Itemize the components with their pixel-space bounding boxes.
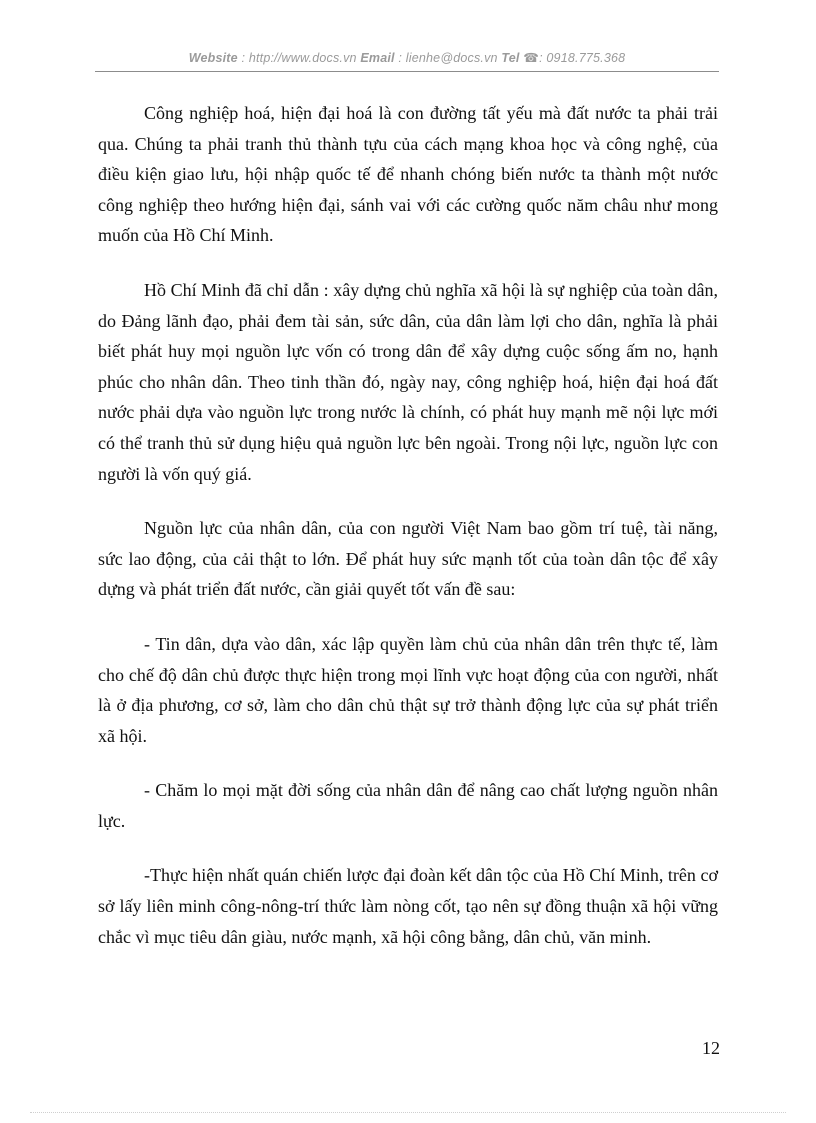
paragraph: Hồ Chí Minh đã chỉ dẫn : xây dựng chủ nghĩa xã hội là sự nghiệp của toàn dân, do Đảng lãnh đạo, phải đem tài sản, sức dân, của dân làm lợi cho dân, nghĩa là phải biết phát huy mọi nguồn lực vốn có trong dân để xây dựng cuộc sống ấm no, hạnh phúc cho nhân dân. Theo tinh thần đó, ngày nay, công nghiệp hoá, hiện đại hoá đất nước phải dựa vào nguồn lực trong nước là chính, có phát huy mạnh mẽ nội lực mới có thể tranh thủ sử dụng hiệu quả nguồn lực bên ngoài. Trong nội lực, nguồn lực con người là vốn quý giá. xyxy=(98,279,718,484)
email-label: Email xyxy=(360,51,395,65)
tel-label: Tel xyxy=(501,51,520,65)
page-number: 12 xyxy=(702,1038,720,1058)
header-divider xyxy=(95,71,719,72)
paragraph: Công nghiệp hoá, hiện đại hoá là con đường tất yếu mà đất nước ta phải trải qua. Chúng ta phải tranh thủ thành tựu của cách mạng khoa học và công nghệ, của điều kiện giao lưu, hội nhập quốc tế để nhanh chóng biến nước ta thành một nước công nghiệp theo hướng hiện đại, sánh vai với các cường quốc năm châu như mong muốn của Hồ Chí Minh. xyxy=(98,103,718,246)
page-header xyxy=(95,50,719,65)
list-item: - Chăm lo mọi mặt đời sống của nhân dân để nâng cao chất lượng nguồn nhân lực. xyxy=(98,780,718,831)
list-item: - Tin dân, dựa vào dân, xác lập quyền làm chủ của nhân dân trên thực tế, làm cho chế độ dân chủ được thực hiện trong mọi lĩnh vực hoạt động của con người, nhất là ở địa phương, cơ sở, làm cho dân chủ thật sự trở thành động lực của sự phát triển xã hội. xyxy=(98,633,718,746)
list-item: -Thực hiện nhất quán chiến lược đại đoàn kết dân tộc của Hồ Chí Minh, trên cơ sở lấy liên minh công-nông-trí thức làm nòng cốt, tạo nên sự đồng thuận xã hội vững chắc vì mục tiêu dân giàu, nước mạnh, xã hội công bằng, dân chủ, văn minh. xyxy=(98,865,718,947)
tel-value: : 0918.775.368 xyxy=(539,51,626,65)
phone-icon: ☎ xyxy=(523,51,540,65)
email-value: : lienhe@docs.vn xyxy=(398,51,498,65)
website-value: : http://www.docs.vn xyxy=(241,51,357,65)
paragraph: Nguồn lực của nhân dân, của con người Việt Nam bao gồm trí tuệ, tài năng, sức lao động, của cải thật to lớn. Để phát huy sức mạnh tốt của toàn dân tộc để xây dựng và phát triển đất nước, cần giải quyết tốt vấn đề sau: xyxy=(98,518,718,600)
website-label: Website xyxy=(188,51,238,65)
footer-divider xyxy=(30,1112,786,1113)
document-body xyxy=(98,98,718,976)
